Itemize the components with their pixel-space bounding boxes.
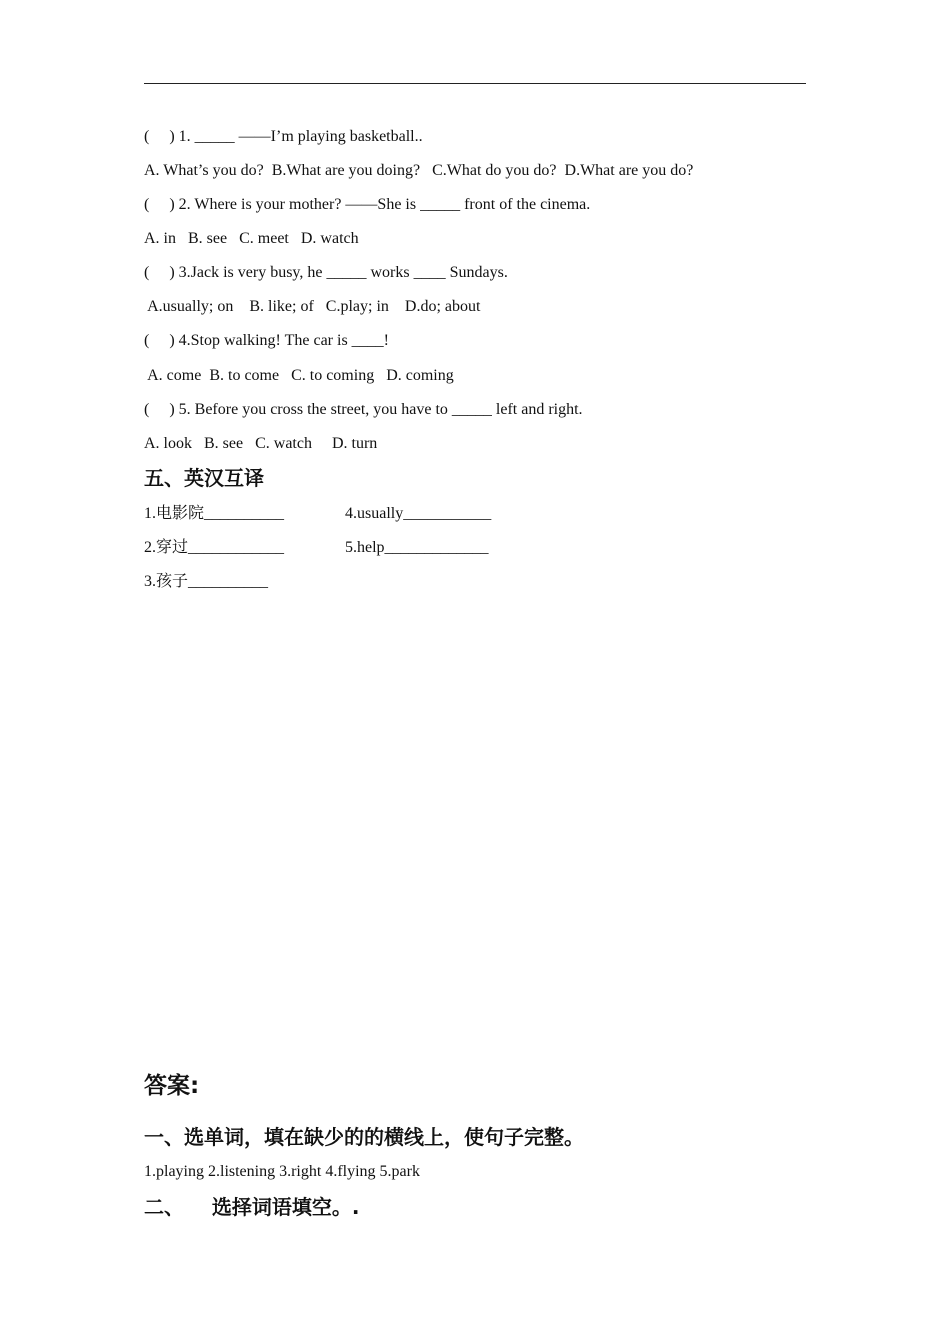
answers-section-2-title: 二、 选择词语填空。. — [144, 1195, 360, 1219]
translation-item-4: 4.usually___________ — [345, 505, 492, 522]
answers-title: 答案: — [144, 1073, 200, 1099]
question-4-options: A. come B. to come C. to coming D. coming — [144, 367, 454, 384]
question-3-options: A.usually; on B. like; of C.play; in D.do; about — [144, 298, 481, 315]
question-5-options: A. look B. see C. watch D. turn — [144, 435, 378, 452]
answers-section-1-title: 一、选单词，填在缺少的的横线上，使句子完整。 — [144, 1125, 584, 1149]
question-5-stem: ( ) 5. Before you cross the street, you have to _____ left and right. — [144, 401, 583, 418]
question-2-stem: ( ) 2. Where is your mother? ——She is _____ front of the cinema. — [144, 196, 591, 213]
answers-section-1-values: 1.playing 2.listening 3.right 4.flying 5.park — [144, 1163, 420, 1180]
translation-item-3: 3.孩子__________ — [144, 573, 269, 590]
translation-item-1: 1.电影院__________ — [144, 505, 285, 522]
translation-item-5: 5.help_____________ — [345, 539, 489, 556]
question-1-options: A. What’s you do? B.What are you doing? C.What do you do? D.What are you do? — [144, 162, 694, 179]
question-1-stem: ( ) 1. _____ ——I’m playing basketball.. — [144, 128, 423, 145]
translation-item-2: 2.穿过____________ — [144, 539, 285, 556]
question-2-options: A. in B. see C. meet D. watch — [144, 230, 359, 247]
section-5-title: 五、英汉互译 — [144, 466, 264, 490]
question-4-stem: ( ) 4.Stop walking! The car is ____! — [144, 332, 389, 349]
question-3-stem: ( ) 3.Jack is very busy, he _____ works ____ Sundays. — [144, 264, 508, 281]
header-rule — [144, 83, 806, 84]
